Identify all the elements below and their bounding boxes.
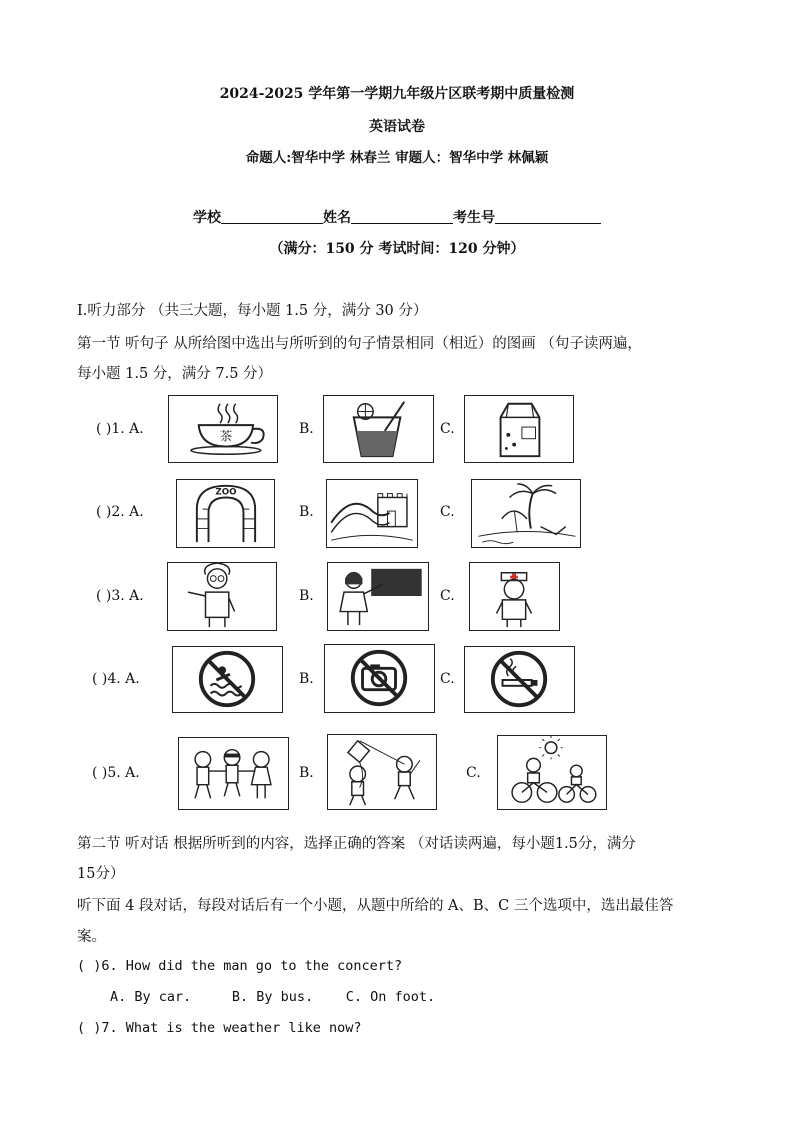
name-blank[interactable] [351, 209, 453, 224]
teacher-icon [328, 563, 428, 630]
option-3a-image[interactable] [167, 562, 277, 631]
dialogue-instruction-line2: 案。 [77, 929, 106, 945]
great-wall-icon [327, 480, 417, 547]
school-blank[interactable] [221, 209, 323, 224]
option-5c-label: C. [466, 765, 481, 781]
question-3-label: ( )3. A. [96, 588, 144, 604]
exam-subtitle: 英语试卷 [369, 119, 425, 135]
no-smoking-icon [465, 647, 574, 712]
option-1b-label: B. [299, 421, 314, 437]
no-photo-icon [325, 645, 434, 712]
section2-instruction-line1: 第二节 听对话 根据所听到的内容，选择正确的答案 （对话读两遍，每小题1.5分，满分 [77, 836, 636, 852]
school-label: 学校 [193, 210, 221, 226]
option-1c-label: C. [440, 421, 455, 437]
option-5c-image[interactable] [497, 735, 607, 810]
option-4b-label: B. [299, 671, 314, 687]
tea-cup-icon [169, 396, 277, 462]
kite-flying-icon [328, 735, 436, 809]
option-2c-image[interactable] [471, 479, 581, 548]
exam-title: 2024-2025 学年第一学期九年级片区联考期中质量检测 [219, 86, 575, 102]
dialogue-instruction-line1: 听下面 4 段对话，每段对话后有一个小题，从题中所给的 A、B、C 三个选项中，选出最佳答 [77, 898, 674, 914]
kids-playing-icon [179, 738, 288, 809]
cycling-icon [498, 736, 606, 809]
option-4c-image[interactable] [464, 646, 575, 713]
option-3b-label: B. [299, 588, 314, 604]
svg-text:茶: 茶 [219, 428, 233, 444]
option-5b-image[interactable] [327, 734, 437, 810]
question-1-label: ( )1. A. [96, 421, 144, 437]
option-2a-image[interactable] [176, 479, 275, 548]
juice-glass-icon [324, 396, 433, 462]
section1-instruction-line1: 第一节 听句子 从所给图中选出与所听到的句子情景相同（相近）的图画 （句子读两遍， [77, 336, 642, 352]
name-label: 姓名 [323, 210, 351, 226]
option-1c-image[interactable] [464, 395, 574, 463]
zoo-gate-icon [177, 480, 274, 547]
doctor-icon [470, 563, 559, 630]
no-swimming-icon [173, 647, 282, 712]
section2-instruction-line2: 15分） [77, 866, 125, 882]
option-2c-label: C. [440, 504, 455, 520]
option-3c-label: C. [440, 588, 455, 604]
exam-authors: 命题人:智华中学 林春兰 审题人：智华中学 林佩颖 [245, 150, 549, 166]
score-info: （满分：150 分 考试时间：120 分钟） [269, 241, 525, 257]
id-label: 考生号 [453, 210, 495, 226]
option-4b-image[interactable] [324, 644, 435, 713]
option-2b-label: B. [299, 504, 314, 520]
id-blank[interactable] [495, 209, 601, 224]
section1-instruction-line2: 每小题 1.5 分，满分 7.5 分） [77, 366, 273, 382]
option-4a-image[interactable] [172, 646, 283, 713]
svg-text:ZOO: ZOO [215, 487, 237, 498]
question-7: ( )7. What is the weather like now? [77, 1020, 362, 1036]
milk-carton-icon [465, 396, 573, 462]
scientist-icon [168, 563, 276, 630]
part1-heading: I.听力部分 （共三大题，每小题 1.5 分，满分 30 分） [77, 303, 428, 319]
option-4c-label: C. [440, 671, 455, 687]
option-1a-image[interactable] [168, 395, 278, 463]
question-5-label: ( )5. A. [92, 765, 140, 781]
option-3b-image[interactable] [327, 562, 429, 631]
beach-icon [472, 480, 580, 547]
option-1b-image[interactable] [323, 395, 434, 463]
question-6-options[interactable]: A. By car. B. By bus. C. On foot. [110, 989, 436, 1005]
question-4-label: ( )4. A. [92, 671, 140, 687]
option-5a-image[interactable] [178, 737, 289, 810]
student-info-line [0, 207, 794, 227]
option-3c-image[interactable] [469, 562, 560, 631]
option-2b-image[interactable] [326, 479, 418, 548]
question-6: ( )6. How did the man go to the concert? [77, 958, 403, 974]
option-5b-label: B. [299, 765, 314, 781]
question-2-label: ( )2. A. [96, 504, 144, 520]
